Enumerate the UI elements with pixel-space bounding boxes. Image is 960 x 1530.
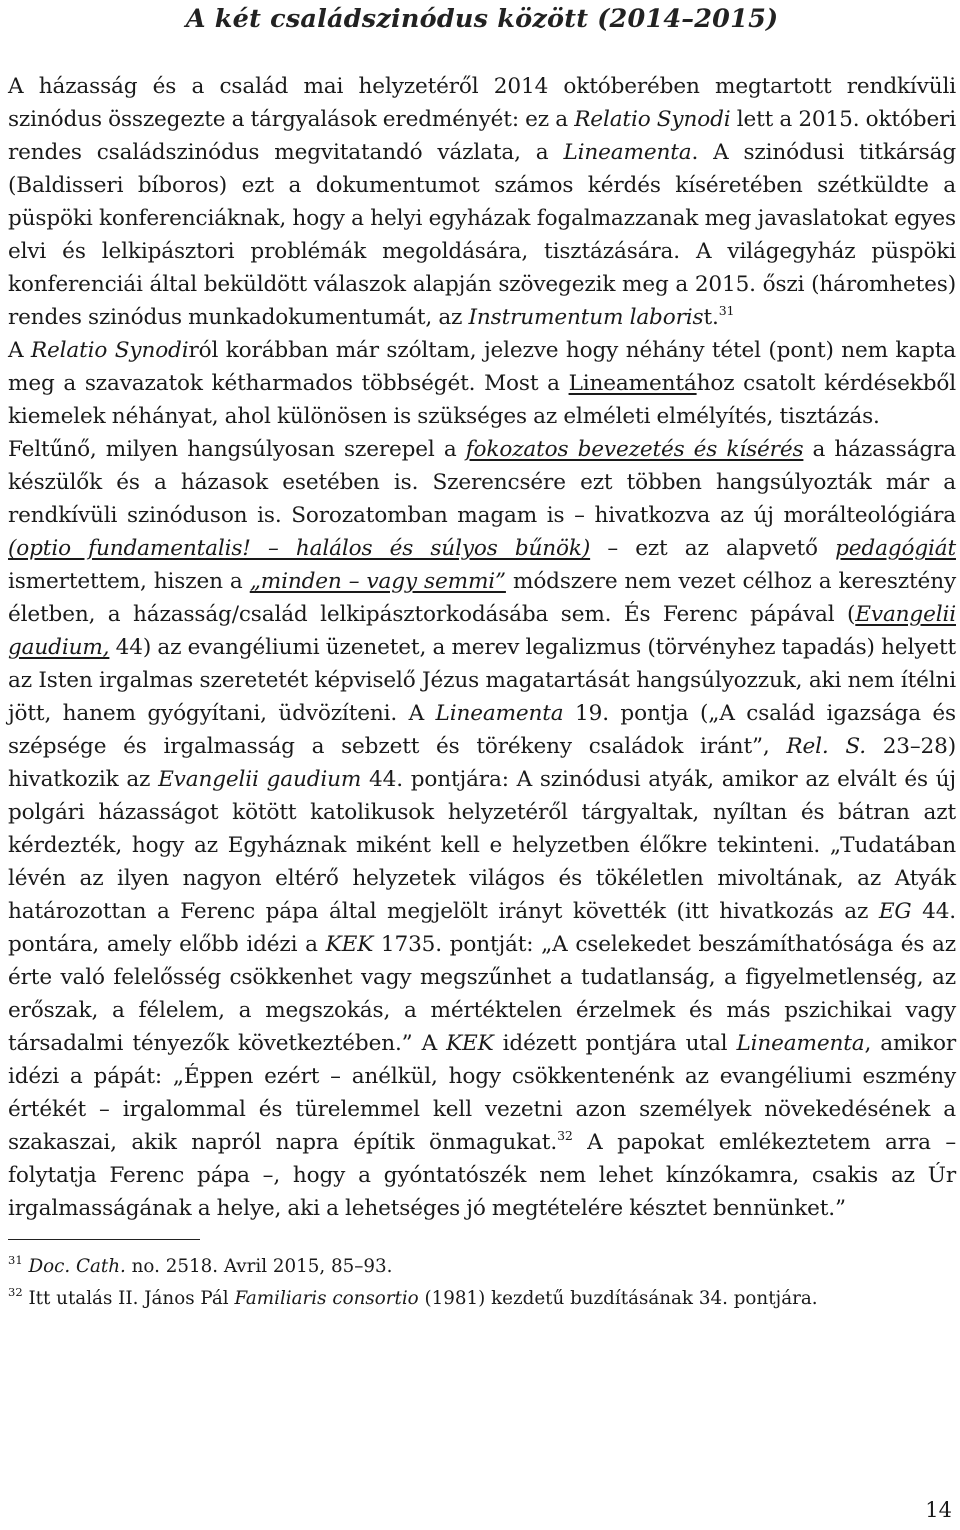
page-number: 14 <box>925 1498 952 1522</box>
footnote-ref-32[interactable]: 32 <box>557 1128 573 1143</box>
body-text <box>8 70 956 1225</box>
running-header: A két családszinódus között (2014–2015) <box>185 4 779 34</box>
footnote-31: $^{31}$ Doc. Cath. no. 2518. Avril 2015, 85–93. <box>8 1253 393 1277</box>
footnote-ref-31[interactable]: 31 <box>718 303 735 318</box>
document-page <box>8 0 956 1315</box>
paragraph-3: Feltűnő, milyen hangsúlyosan szerepel a fokozatos bevezetés és kísérés a házasságra készülők és a házasok esetében is. Szerencsére ezt többen hangsúlyozták már a rendkívüli szinóduson is. Sorozatomban magam is – hivatkozva az új morálteológiára (optio fundamentalis! – halálos és súlyos bűnök) – ezt az alapvető pedagógiát ismertettem, hiszen a „minden – vagy semmi” módszere nem vezet célhoz a keresztény életben, a házasság/család lelkipásztorkodásába sem. És Ferenc pápával (Evangelii gaudium, 44) az evangéliumi üzenetet, a merev legalizmus (törvényhez tapadás) helyett az Isten irgalmas szeretetét képviselő Jézus magatartását hangsúlyozzuk, aki nem ítélni jött, hanem gyógyítani, üdvözíteni. A Lineamenta 19. pontja („A család igazsága és szépsége és irgalmasság a sebzett és törékeny családok iránt”, Rel. S. 23–28) hivatkozik az Evangelii gaudium 44. pontjára: A szinódusi atyák, amikor az elvált és új polgári házasságot kötött katolikusok helyzetéről tárgyaltak, nyíltan és bátran azt kérdezték, hogy az Egyháznak miként kell e helyzetben élőkre tekinteni. „Tudatában lévén az ilyen nagyon eltérő helyzetek világos és tökéletlen mivoltának, az Atyák határozottan a Ferenc pápa által megjelölt irányt követték (itt hivatkozás az EG 44. pontára, amely előbb idézi a KEK 1735. pontját: „A cselekedet beszámíthatósága és az érte való felelősség csökkenhet vagy megszűnhet a tudatlanság, a figyelmetlenség, az erőszak, a félelem, a megszokás, a mértéktelen érzelmek és más pszichikai vagy társadalmi tényezők következtében.” A KEK idézett pontjára utal Lineamenta, amikor idézi a pápát: „Éppen ezért – anélkül, hogy csökkentenénk az evangéliumi eszmény értékét – irgalommal és türelemmel kell vezetni azon személyek növekedésének a szakaszai, akik napról napra építik önmagukat.$^{32}$ A papokat emlékeztetem arra – folytatja Ferenc pápa –, hogy a gyóntatószék nem lehet kínzókamra, csakis az Úr irgalmasságának a helye, aki a lehetséges jó megtételére késztet bennünket.” <box>8 437 957 1221</box>
paragraph-2: A Relatio Synodiról korábban már szóltam, jelezve hogy néhány tétel (pont) nem kapta meg a szavazatok kétharmados többségét. Most a Lineamentához csatolt kérdésekből kiemelek néhányat, ahol különösen is szükséges az elméleti elmélyítés, tisztázás. <box>8 338 956 429</box>
footnote-separator <box>8 1239 200 1240</box>
footnote-32: $^{32}$ Itt utalás II. János Pál Familiaris consortio (1981) kezdetű buzdításának 34. pontjára. <box>8 1285 818 1309</box>
paragraph-1: A házasság és a család mai helyzetéről 2014 októberében megtartott rendkívüli szinódus összegezte a tárgyalások eredményét: ez a Relatio Synodi lett a 2015. októberi rendes családszinódus megvitatandó vázlata, a Lineamenta. A szinódusi titkárság (Baldisseri bíboros) ezt a dokumentumot számos kérdés kíséretében szétküldte a püspöki konferenciáknak, hogy a helyi egyházak fogalmazzanak meg javaslatokat egyes elvi és lelkipásztori problémák megoldására, tisztázására. A világegyház püspöki konferenciái által beküldött válaszok alapján szövegezik meg a 2015. őszi (háromhetes) rendes szinódus munkadokumentumát, az Instrumentum laborist.$^{31}$ <box>8 74 957 330</box>
footnotes <box>8 1251 956 1315</box>
